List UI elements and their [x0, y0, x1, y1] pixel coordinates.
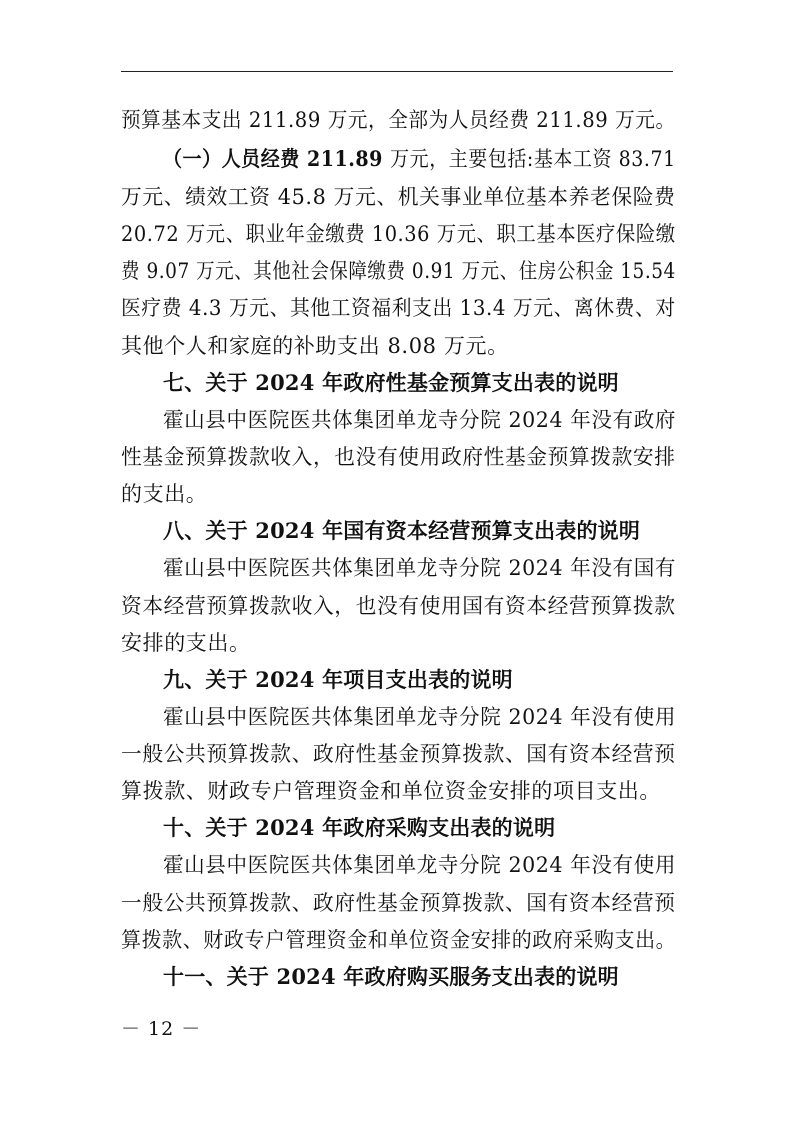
personnel-funds-label: （一）人员经费	[163, 146, 300, 171]
paragraph-line: 霍山县中医院医共体集团单龙寺分院 2024 年没有使用	[163, 705, 676, 729]
paragraph-line: 的支出。	[121, 482, 208, 506]
section-heading-ten: 十、关于 2024 年政府采购支出表的说明	[163, 815, 556, 840]
paragraph-line: 霍山县中医院医共体集团单龙寺分院 2024 年没有使用	[163, 853, 676, 877]
section-heading-seven: 七、关于 2024 年政府性基金预算支出表的说明	[163, 370, 619, 395]
paragraph-line: 性基金预算拨款收入，也没有使用政府性基金预算拨款安排	[121, 445, 676, 469]
paragraph-line: 一般公共预算拨款、政府性基金预算拨款、国有资本经营预	[121, 742, 676, 766]
paragraph-line: 其他个人和家庭的补助支出 8.08 万元。	[121, 334, 509, 358]
paragraph-line: 20.72 万元、职业年金缴费 10.36 万元、职工基本医疗保险缴	[121, 222, 676, 246]
paragraph-line: 医疗费 4.3 万元、其他工资福利支出 13.4 万元、离休费、对	[121, 296, 676, 320]
section-heading-eight: 八、关于 2024 年国有资本经营预算支出表的说明	[163, 518, 641, 543]
paragraph-line: 费 9.07 万元、其他社会保障缴费 0.91 万元、住房公积金 15.54	[121, 259, 676, 283]
personnel-funds-amount: 211.89	[299, 146, 391, 171]
section-heading-nine: 九、关于 2024 年项目支出表的说明	[163, 667, 513, 692]
paragraph-line: 安排的支出。	[121, 631, 251, 655]
paragraph-line: 一般公共预算拨款、政府性基金预算拨款、国有资本经营预	[121, 891, 676, 915]
paragraph-line: 霍山县中医院医共体集团单龙寺分院 2024 年没有国有	[163, 556, 676, 580]
personnel-funds-line	[163, 146, 676, 172]
paragraph-line: 霍山县中医院医共体集团单龙寺分院 2024 年没有政府	[163, 408, 676, 432]
paragraph-line: 算拨款、财政专户管理资金和单位资金安排的项目支出。	[121, 779, 661, 803]
header-rule	[121, 71, 673, 72]
paragraph-line: 算拨款、财政专户管理资金和单位资金安排的政府采购支出。	[121, 928, 677, 952]
section-heading-eleven: 十一、关于 2024 年政府购买服务支出表的说明	[163, 964, 619, 989]
paragraph-line: 预算基本支出 211.89 万元，全部为人员经费 211.89 万元。	[121, 108, 676, 132]
paragraph-line: 万元、绩效工资 45.8 万元、机关事业单位基本养老保险费	[121, 185, 676, 209]
page-number: － 12 －	[121, 1018, 202, 1040]
paragraph-line: 资本经营预算拨款收入，也没有使用国有资本经营预算拨款	[121, 594, 676, 618]
personnel-funds-rest: 万元，主要包括:基本工资 83.71	[390, 147, 676, 171]
